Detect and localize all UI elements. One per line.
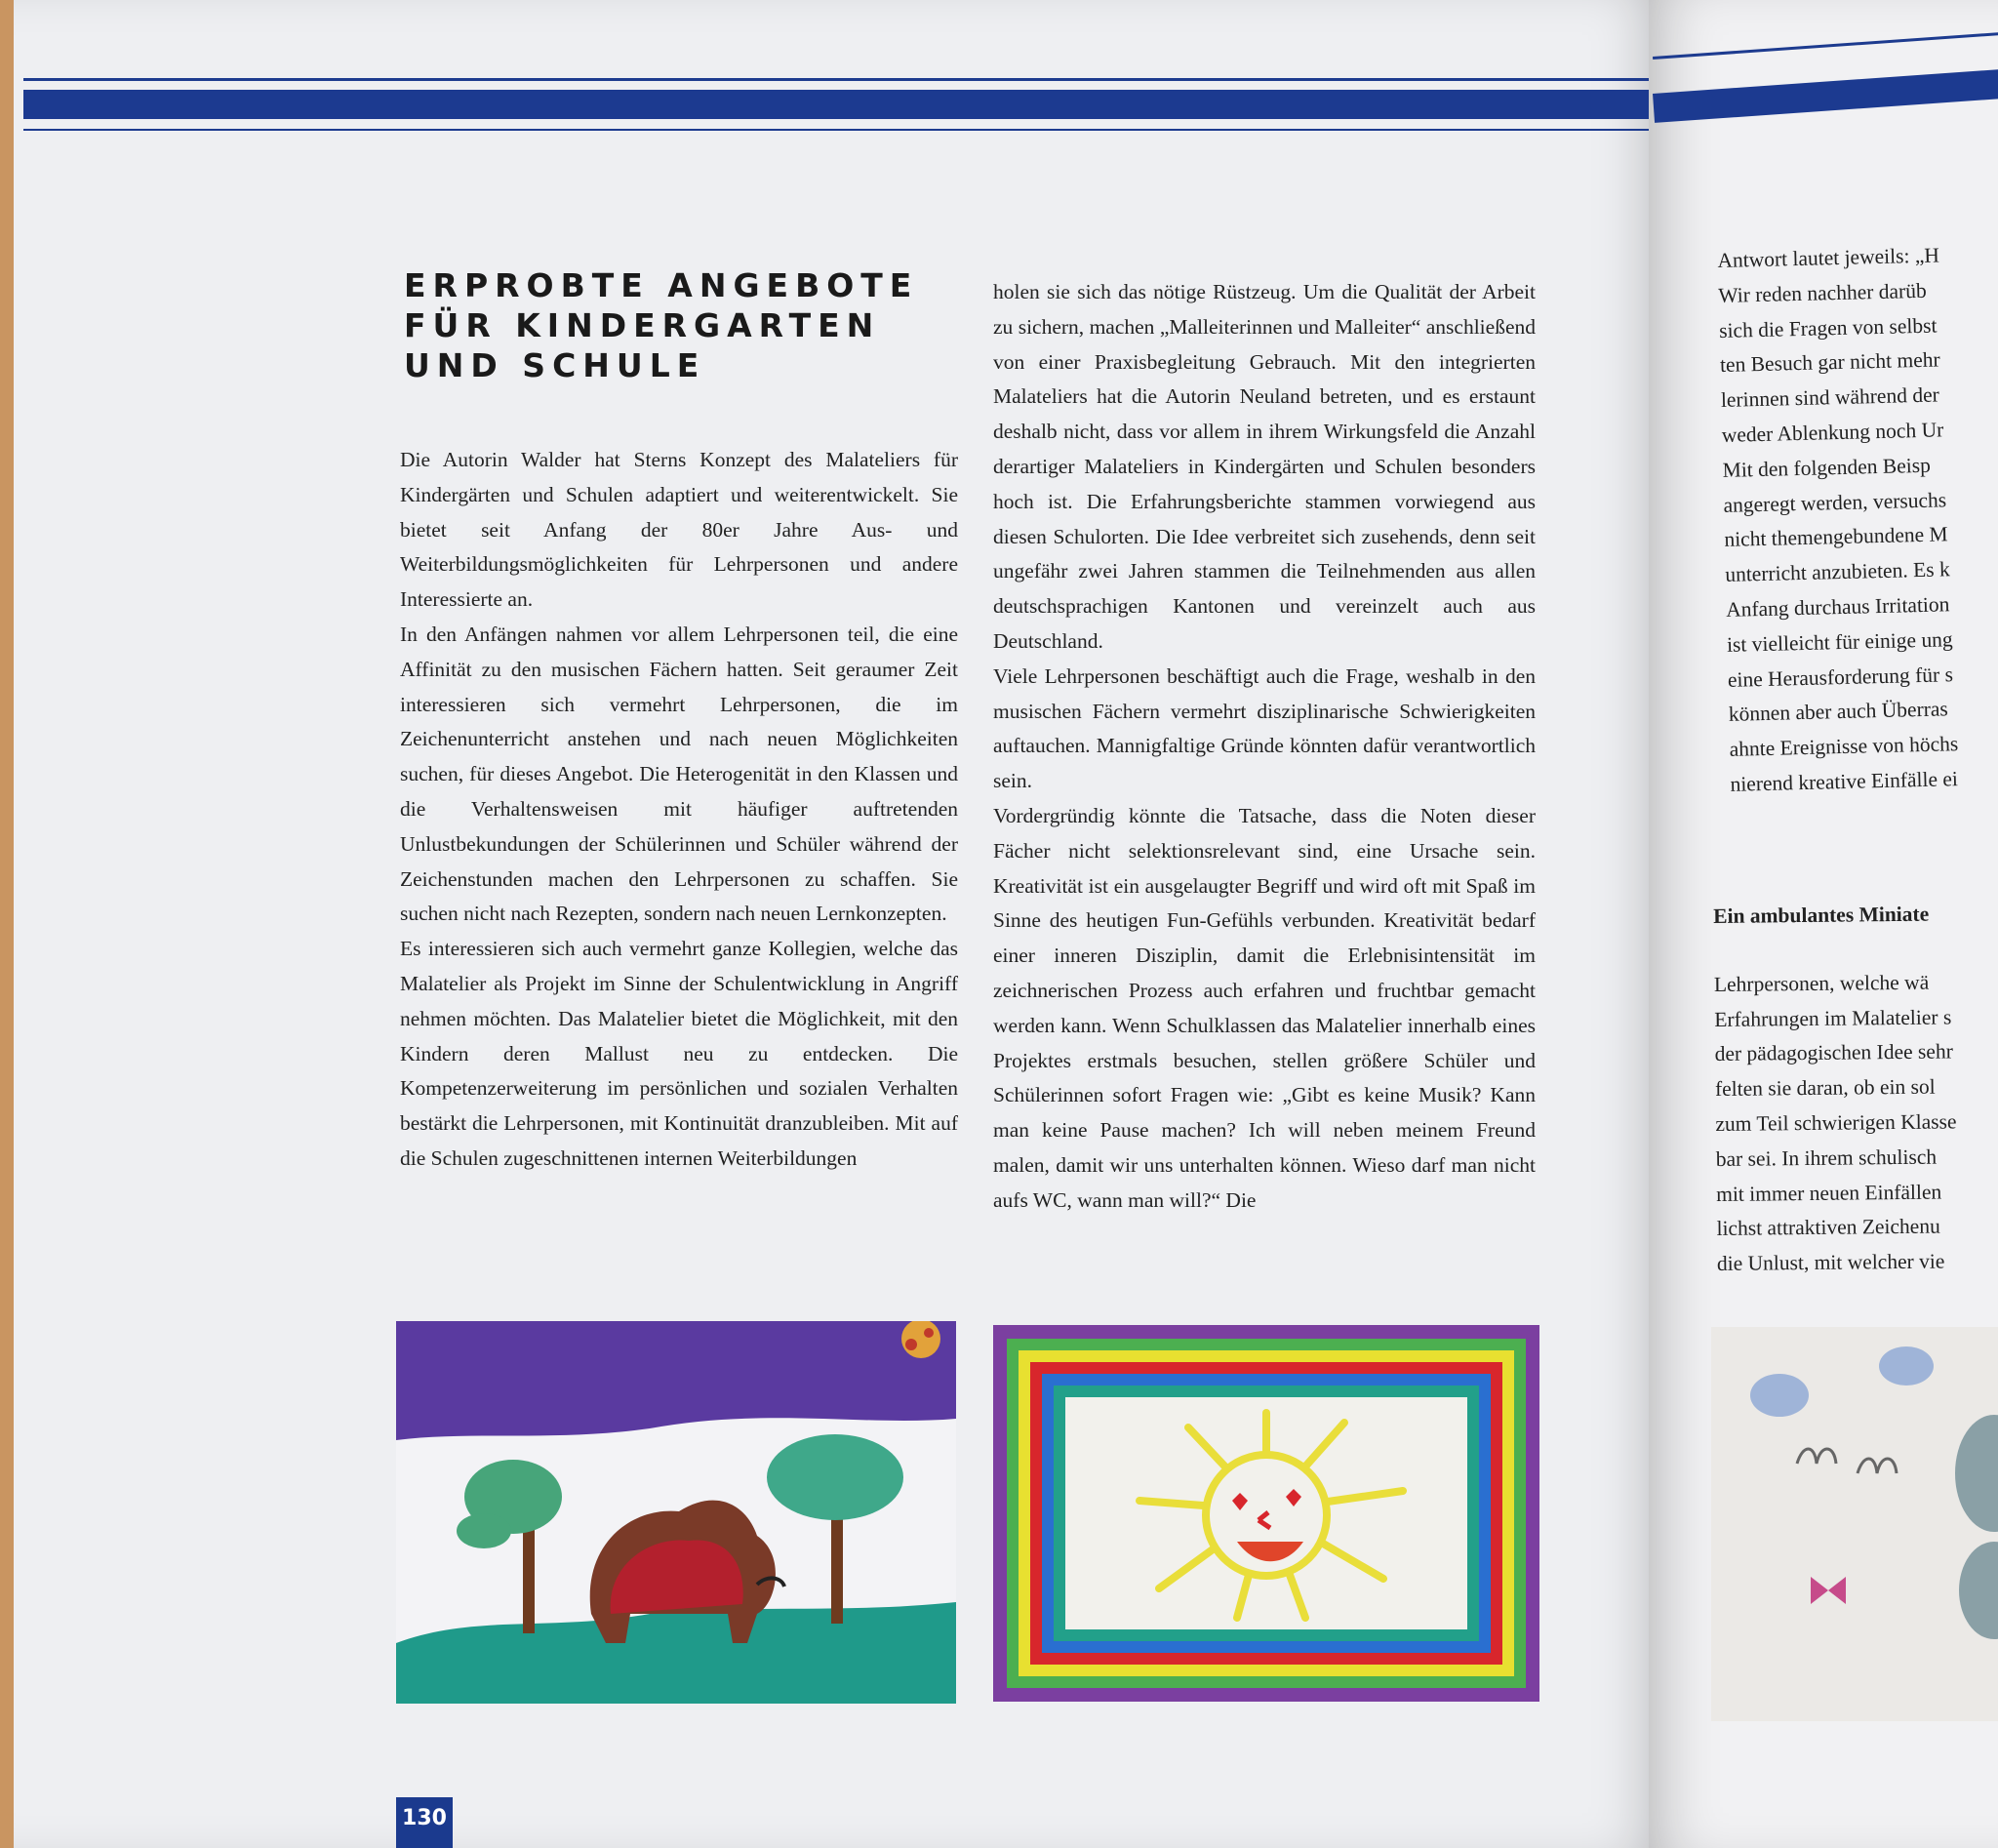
text-line: lerinnen sind während der bbox=[1720, 382, 1940, 413]
text-line: eine Herausforderung für s bbox=[1727, 662, 1954, 692]
right-text-column bbox=[1717, 234, 1998, 803]
text-line: Mit den folgenden Beisp bbox=[1722, 453, 1932, 482]
paragraph: holen sie sich das nötige Rüstzeug. Um die Qualität der Arbeit zu sichern, machen „Malleiterinnen und Malleiter“ anschließend von einer Praxisbegleitung Gebrauch. Mit den integrierten Malateliers hat die Autorin Neuland betreten, und es erstaunt deshalb nicht, dass vor allem in ihrem Wirkungsfeld die Anzahl derartiger Malateliers in Kindergärten und Schulen besonders hoch ist. Die Erfahrungsberichte stammen vorwiegend aus diesen Schulorten. Die Idee verbreitet sich zusehends, denn seit ungefähr zwei Jahren stammen die Teilnehmenden aus allen deutschsprachigen Kantonen und vereinzelt auch aus Deutschland. bbox=[993, 280, 1536, 653]
text-line: angeregt werden, versuchs bbox=[1723, 487, 1947, 517]
text-line: felten sie daran, ob ein sol bbox=[1714, 1074, 1936, 1102]
right-subheading: Ein ambulantes Miniate bbox=[1713, 902, 1930, 928]
text-line: nierend kreative Einfälle ei bbox=[1730, 767, 1959, 796]
middle-text-column bbox=[993, 275, 1536, 1219]
text-line: mit immer neuen Einfällen bbox=[1716, 1180, 1942, 1206]
text-line: Wir reden nachher darüb bbox=[1717, 278, 1927, 307]
text-line: der pädagogischen Idee sehr bbox=[1714, 1039, 1953, 1066]
heading-line-3: UND SCHULE bbox=[404, 346, 706, 384]
text-line: ahnte Ereignisse von höchs bbox=[1729, 732, 1959, 761]
text-line: lichst attraktiven Zeichenu bbox=[1716, 1214, 1940, 1241]
text-line: Lehrpersonen, welche wä bbox=[1713, 970, 1930, 996]
paragraph: Es interessieren sich auch vermehrt ganze Kollegien, welche das Malatelier als Projekt im Sinne der Schulentwicklung in Angriff nehmen möchten. Das Malatelier bietet die Möglichkeit, mit den Kindern deren Mallust neu zu entdecken. Die Kompetenzerweiterung im persönlichen und sozialen Verhalten bestärkt die Lehrpersonen, mit Kontinuität dranzubleiben. Mit auf die Schulen zugeschnittenen internen Weiterbildungen bbox=[400, 937, 958, 1170]
right-text-column-2 bbox=[1713, 896, 1998, 1282]
text-line: Anfang durchaus Irritation bbox=[1725, 592, 1950, 622]
paragraph: Vordergründig könnte die Tatsache, dass die Noten dieser Fächer nicht selektionsrelevant sind, eine Ursache sein. Kreativität ist ein ausgelaugter Begriff und wird oft mit Spaß im Sinne des heutigen Fun-Gefühls verbunden. Kreativität bedarf einer inneren Disziplin, damit die Erlebnisintensität im zeichnerischen Prozess auch erfahren und fruchtbar gemacht werden kann. Wenn Schulklassen das Malatelier innerhalb eines Projektes erstmals besuchen, stellen größere Schüler und Schülerinnen sofort Fragen wie: „Gibt es keine Musik? Kann man keine Pause machen? Ich will neben meinem Freund malen, damit wir uns unterhalten können. Wieso darf man nicht aufs WC, wann man will?“ Die bbox=[993, 803, 1536, 1212]
left-text-column bbox=[400, 443, 958, 1177]
child-drawing-landscape-image bbox=[396, 1321, 956, 1704]
heading-line-2: FÜR KINDERGARTEN bbox=[404, 306, 881, 344]
text-line: bar sei. In ihrem schulisch bbox=[1715, 1145, 1938, 1171]
text-line: zum Teil schwierigen Klasse bbox=[1715, 1109, 1957, 1136]
text-line: weder Ablenkung noch Ur bbox=[1721, 418, 1944, 447]
text-line: ten Besuch gar nicht mehr bbox=[1719, 347, 1940, 378]
page-number: 130 bbox=[396, 1797, 453, 1848]
text-line: Antwort lautet jeweils: „H bbox=[1717, 243, 1940, 272]
header-rule-thin bbox=[23, 78, 1649, 81]
child-drawing-sun-image bbox=[993, 1325, 1539, 1702]
paragraph: Viele Lehrpersonen beschäftigt auch die Frage, weshalb in den musischen Fächern vermehrt disziplinarische Schwierigkeiten auftauchen. Mannigfaltige Gründe könnten dafür verantwortlich sein. bbox=[993, 663, 1536, 793]
text-line: nicht themengebundene M bbox=[1724, 522, 1948, 552]
paragraph: Die Autorin Walder hat Sterns Konzept des Malateliers für Kindergärten und Schulen adaptiert und weiterentwickelt. Sie bietet seit Anfang der 80er Jahre Aus- und Weiterbildungsmöglichkeiten für Lehrpersonen und andere Interessierte an. bbox=[400, 448, 958, 612]
text-line: Erfahrungen im Malatelier s bbox=[1714, 1005, 1952, 1031]
text-line: ist vielleicht für einige ung bbox=[1726, 626, 1953, 657]
text-line: können aber auch Überras bbox=[1728, 697, 1949, 727]
text-line: sich die Fragen von selbst bbox=[1718, 313, 1938, 342]
paragraph: In den Anfängen nahmen vor allem Lehrpersonen teil, die eine Affinität zu den musischen Fächern hatten. Seit geraumer Zeit interessieren sich vermehrt Lehrpersonen, die im Zeichenunterricht anstehen und nach neuen Möglichkeiten suchen, für dieses Angebot. Die Heterogenität in den Klassen und die Verhaltensweisen mit häufiger auftretenden Unlustbekundungen der Schülerinnen und Schüler während der Zeichenstunden machen den Lehrpersonen zu schaffen. Sie suchen nicht nach Rezepten, sondern nach neuen Lernkonzepten. bbox=[400, 622, 958, 926]
header-rule-thin-bottom bbox=[23, 129, 1649, 131]
text-line: die Unlust, mit welcher vie bbox=[1716, 1249, 1945, 1276]
section-heading bbox=[404, 265, 950, 385]
child-drawing-clouds-image bbox=[1711, 1327, 1998, 1721]
text-line: unterricht anzubieten. Es k bbox=[1724, 557, 1950, 587]
heading-line-1: ERPROBTE ANGEBOTE bbox=[404, 266, 919, 304]
header-band bbox=[23, 90, 1649, 119]
